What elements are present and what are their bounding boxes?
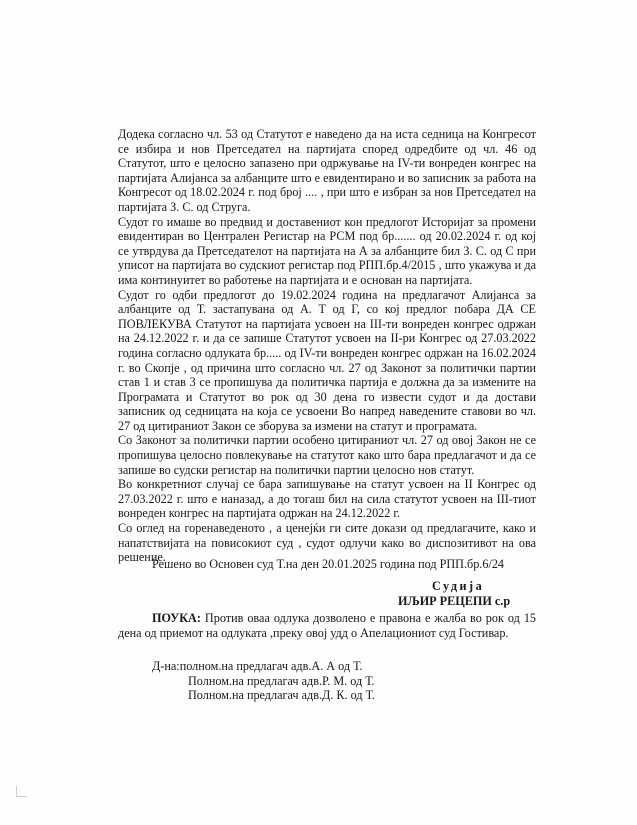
judge-name: ИЉИР РЕЦЕПИ с.р [398,594,511,608]
delivery-line: Д-на:полном.на предлагач адв.А. А од Т. [152,659,363,673]
delivery-line: Полном.на предлагач адв.Д. К. од Т. [188,688,375,703]
paragraph-conclusion: Со оглед на горенаведеното , а ценејќи ги сите докази од предлагачите, како и напатствијата на повисокиот суд , судот одлучи како во диспозитивот на ова решение. [118,521,536,565]
legal-notice [118,611,536,640]
paragraph-history-register: Судот го имаше во предвид и доставениот кон предлогот Историјат за промени евидентиран во Централен Регистар на РСМ под бр....... од 20.02.2024 г. од кој се утврдува да Претседателот на партијата на А за албанците бил З. С. од С при уписот на партијата во судскиот регистар под РПП.бр.4/2015 , што укажува и да има континуитет во работење на партијата и е основан на партијата. [118,214,536,287]
paragraph-law-article-27: Со Законот за политички партии особено цитираниот чл. 27 од овој Закон не се пропишува целосно повлекување на статутот како што бара предлагачот и да се запише во судски регистар на политички партии целосно нов статут. [118,433,536,477]
delivery-line: Полном.на предлагач адв.Р. М. од Т. [188,673,375,688]
paragraph-rejection: Судот го одби предлогот до 19.02.2024 година на предлагачот Алијанса за албанците од Т. застапувана од А. Т од Г, со кој предлог побара ДА СЕ ПОВЛЕКУВА Статутот на партијата усвоен на III-ти вонреден конгрес одржан на 24.12.2022 г. и да се запише Статутот усвоен на II-ри Конгрес од 27.03.2022 година согласно одлуката бр..... од IV-ти вонреден конгрес одржан на 16.02.2024 г. во Скопје , од причина што согласно чл. 27 од Законот за политички партии став 1 и став 3 се пропишува да политичка партија е должна да за измените на Програмата и Статутот во рок од 30 дена го извести судот и да достави записник од седницата на која се усвоени Во напред наведените ставови во чл. 27 од цитираниот Закон се зборува за измени на статут и програмата. [118,287,536,433]
paragraph-specific-case: Во конкретниот случај се бара запишување на статут усвоен на II Конгрес од 27.03.2022 г. што е наназад, а до тогаш бил на сила статутот усвоен на III-тиот вонреден конгрес на партијата одржан на 24.12.2022 г. [118,477,536,521]
reasoning-section [118,127,536,565]
decision-date-line: Решено во Основен суд Т.на ден 20.01.2025 година под РПП.бр.6/24 [152,557,505,571]
scan-corner-mark [16,786,27,797]
judge-title: Судија [432,579,485,593]
paragraph-statute-article-53: Додека согласно чл. 53 од Статутот е наведено да на иста седница на Конгресот се избира и нов Претседател на партијата според одредбите од чл. 46 од Статутот, што е целосно запазено при одржување на IV-ти вонреден конгрес на партијата Алијанса за албанците што е евидентирано и во записник за работа на Конгресот од 18.02.2024 г. под број .... , при што е избран за нов Претседател на партијата З. С. од Струга. [118,127,536,214]
legal-notice-label: ПОУКА: [152,611,201,625]
delivery-list [152,659,375,703]
legal-notice-text: Против оваа одлука дозволено е правона е жалба во рок од 15 дена од приемот на одлуката ,преку овој удд о Апелациониот суд Гостивар. [118,611,537,640]
